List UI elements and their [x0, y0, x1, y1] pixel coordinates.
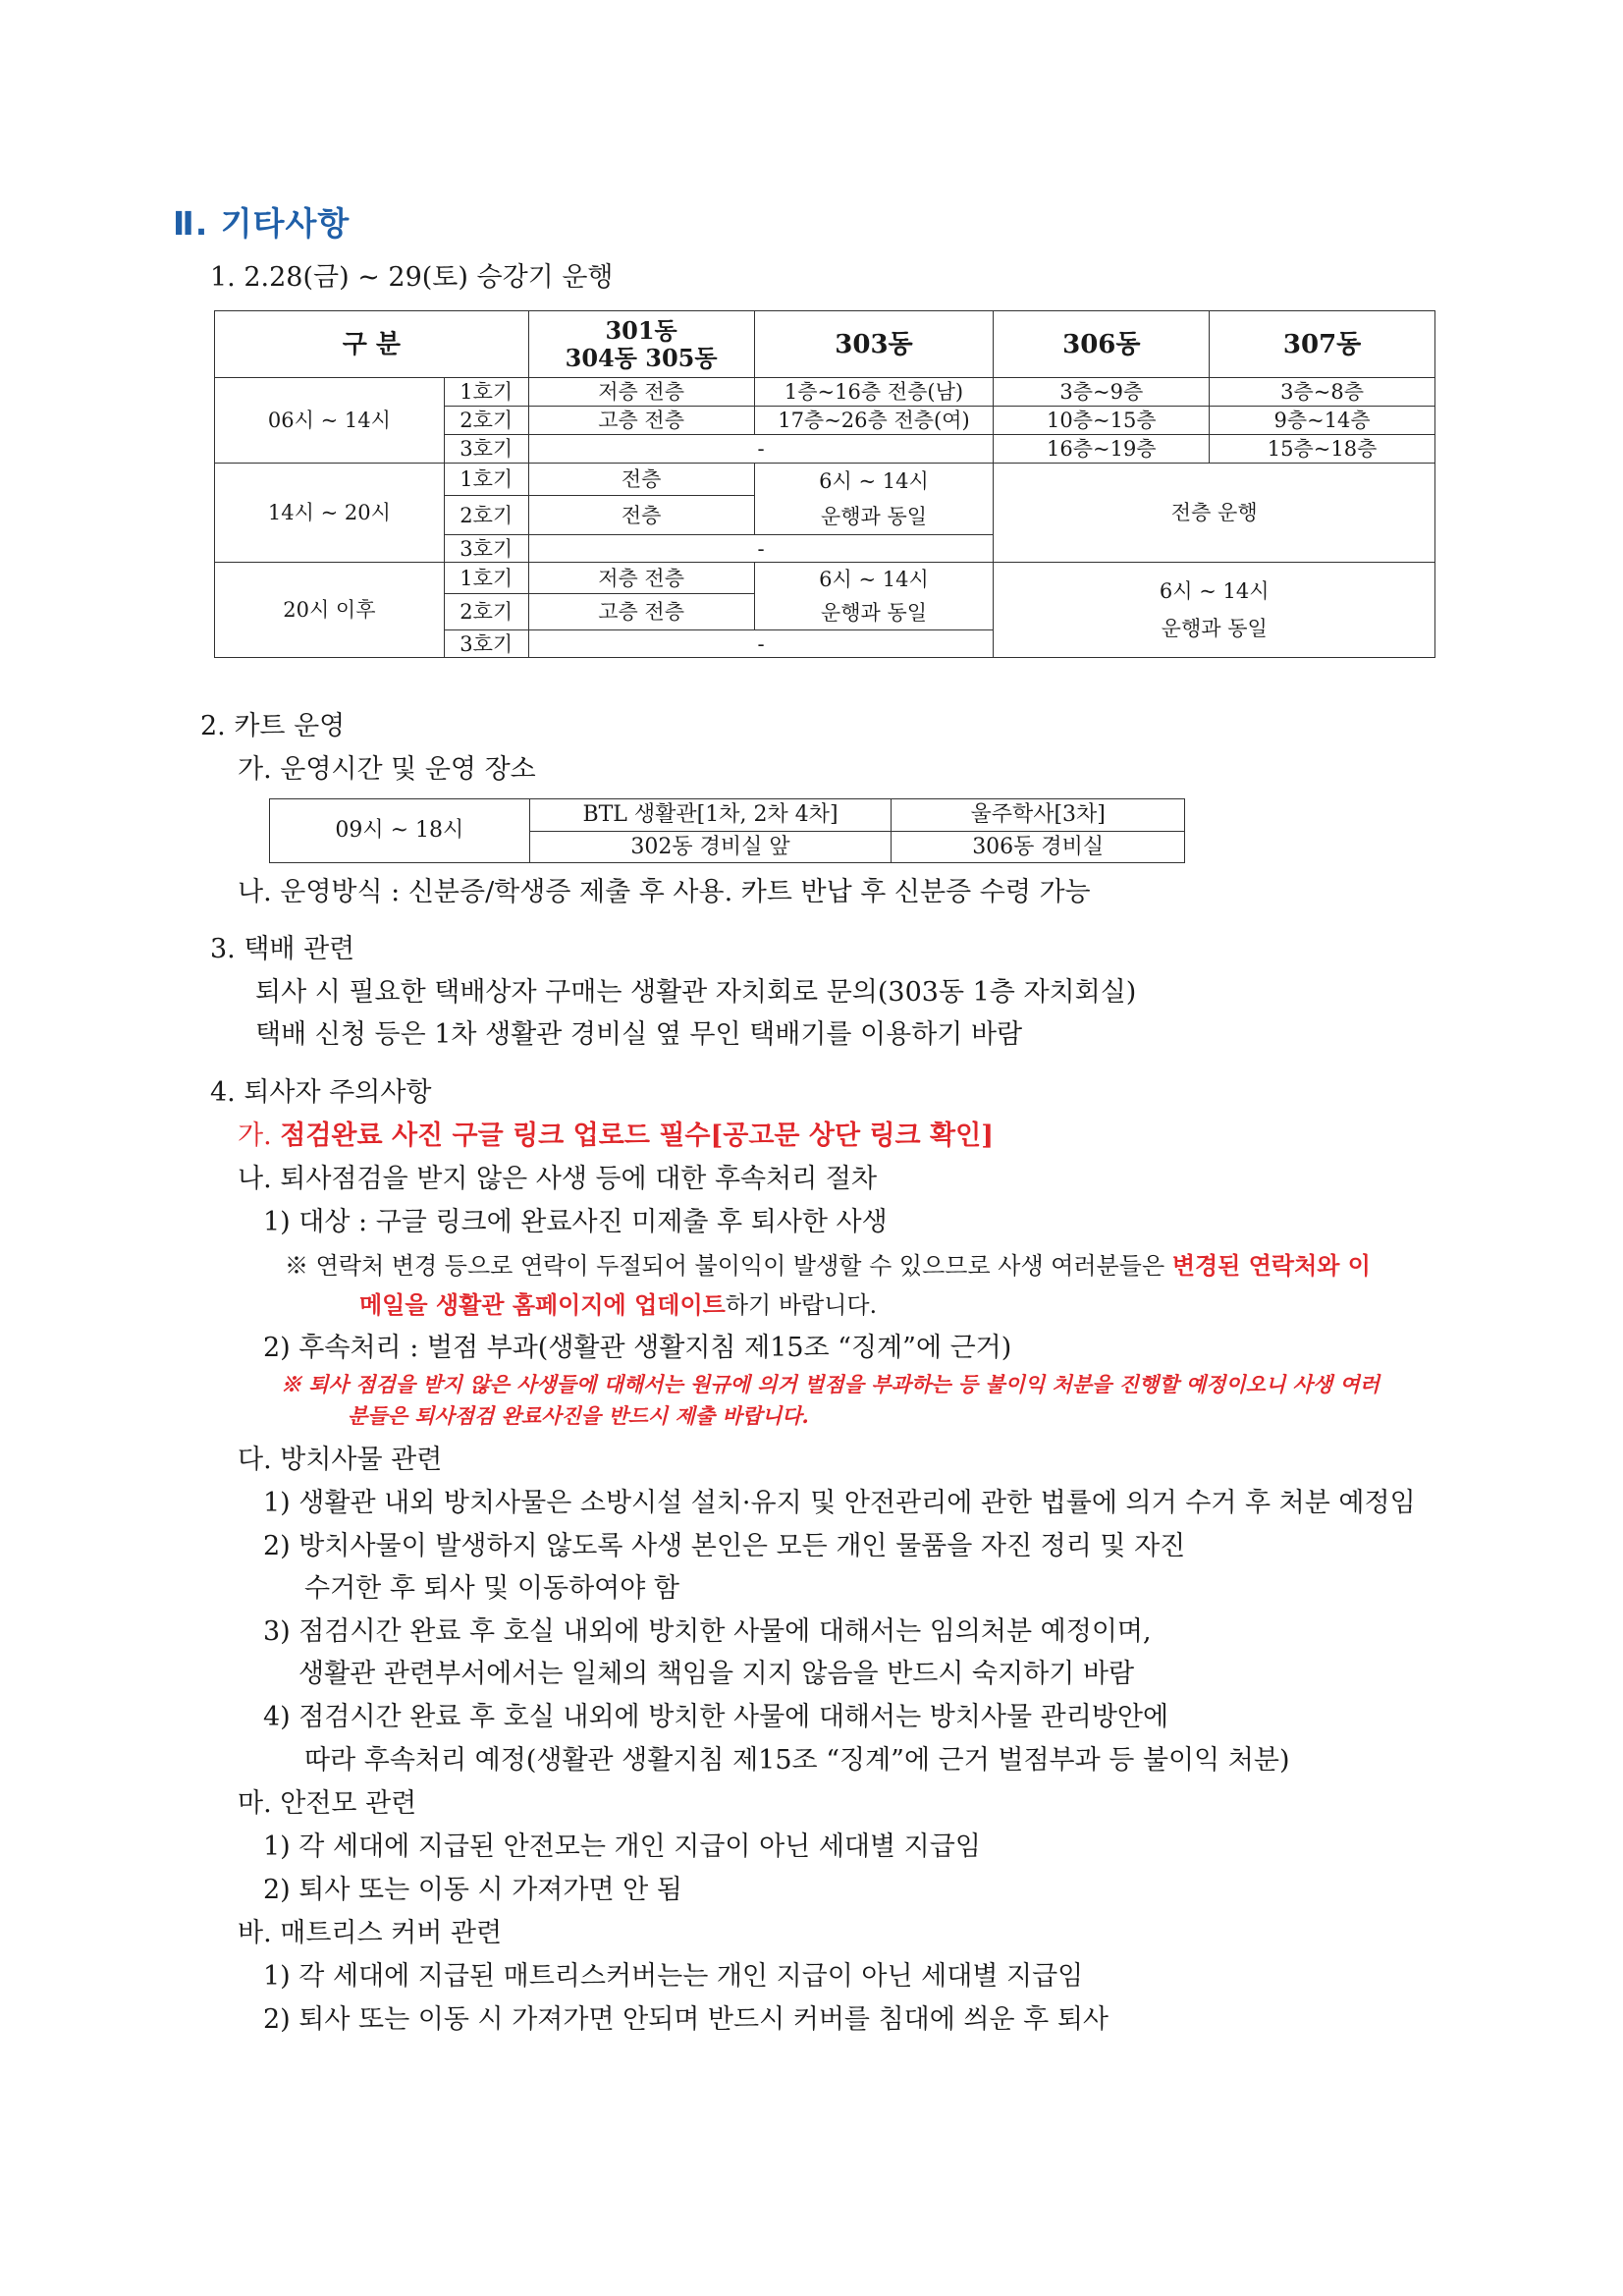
cell: 17층~26층 전층(여): [754, 407, 994, 435]
item2-sub-b: 나. 운영방식 : 신분증/학생증 제출 후 사용. 카트 반납 후 신분증 수령 가능: [238, 877, 1091, 907]
cell-line: 운행과 동일: [1161, 617, 1268, 640]
note-highlight: 메일을 생활관 홈페이지에 업데이트: [359, 1290, 726, 1319]
item4-e2: 2) 퇴사 또는 이동 시 가져가면 안되며 반드시 커버를 침대에 씌운 후 퇴사: [263, 2004, 1109, 2035]
item2-sub-a: 가. 운영시간 및 운영 장소: [238, 754, 536, 785]
time-slot-1: 06시 ~ 14시: [215, 378, 445, 464]
cart-table: [269, 798, 1185, 863]
car-label: 2호기: [444, 496, 528, 535]
item4-d: 마. 안전모 관련: [238, 1788, 417, 1819]
cell-line: 6시 ~ 14시: [1159, 579, 1270, 603]
item4-d2: 2) 퇴사 또는 이동 시 가져가면 안 됨: [263, 1875, 682, 1905]
cell-line: 운행과 동일: [820, 601, 928, 625]
cell: 고층 전층: [528, 594, 754, 630]
cart-time: 09시 ~ 18시: [270, 799, 530, 863]
cell-306-307-all: 전층 운행: [994, 464, 1435, 563]
item1-heading: 1. 2.28(금) ~ 29(토) 승강기 운행: [210, 262, 614, 293]
car-label: 1호기: [444, 563, 528, 594]
header-category: 구 분: [215, 311, 529, 378]
item4-b1: 1) 대상 : 구글 링크에 완료사진 미제출 후 퇴사한 사생: [263, 1207, 888, 1237]
header-301: 301동: [605, 315, 677, 345]
item4-e: 바. 매트리스 커버 관련: [238, 1918, 503, 1948]
cell: 고층 전층: [528, 407, 754, 435]
item4-c3-line1: 3) 점검시간 완료 후 호실 내외에 방치한 사물에 대해서는 임의처분 예정이며,: [263, 1616, 1152, 1647]
item4-c4-line2: 따라 후속처리 예정(생활관 생활지침 제15조 “징계”에 근거 벌점부과 등 불이익 처분): [304, 1745, 1290, 1776]
cell: 16층~19층: [994, 435, 1210, 464]
cell-dash: -: [528, 535, 994, 563]
item4-d1: 1) 각 세대에 지급된 안전모는 개인 지급이 아닌 세대별 지급임: [263, 1831, 981, 1862]
elevator-table: [214, 310, 1435, 658]
item3-heading: 3. 택배 관련: [210, 934, 355, 964]
cart-place2-loc: 306동 경비실: [892, 832, 1185, 863]
item4-c1: 1) 생활관 내외 방치사물은 소방시설 설치·유지 및 안전관리에 관한 법률에 의거 수거 후 처분 예정임: [263, 1488, 1416, 1518]
note-text: 하기 바랍니다.: [725, 1291, 878, 1319]
cell: 저층 전층: [528, 378, 754, 407]
cell-dash: -: [528, 435, 994, 464]
car-label: 1호기: [444, 378, 528, 407]
cell: 전층: [528, 464, 754, 496]
cell: 10층~15층: [994, 407, 1210, 435]
item4-b2-note-line2: 분들은 퇴사점검 완료사진을 반드시 제출 바랍니다.: [348, 1403, 809, 1428]
item4-a-text: 점검완료 사진 구글 링크 업로드 필수[공고문 상단 링크 확인]: [280, 1121, 994, 1151]
note-text: ※ 연락처 변경 등으로 연락이 두절되어 불이익이 발생할 수 있으므로 사생 여러분들은: [285, 1252, 1172, 1280]
cell: 9층~14층: [1210, 407, 1435, 435]
cart-place1-name: BTL 생활관[1차, 2차 4차]: [529, 799, 892, 832]
time-slot-3: 20시 이후: [215, 563, 445, 658]
cart-place1-loc: 302동 경비실 앞: [529, 832, 892, 863]
item4-b: 나. 퇴사점검을 받지 않은 사생 등에 대한 후속처리 절차: [238, 1164, 878, 1194]
car-label: 3호기: [444, 435, 528, 464]
item4-e1: 1) 각 세대에 지급된 매트리스커버는는 개인 지급이 아닌 세대별 지급임: [263, 1961, 1084, 1992]
cell: 저층 전층: [528, 563, 754, 594]
time-slot-2: 14시 ~ 20시: [215, 464, 445, 563]
item3-line1: 퇴사 시 필요한 택배상자 구매는 생활관 자치회로 문의(303동 1층 자치회실): [255, 977, 1137, 1008]
car-label: 3호기: [444, 535, 528, 563]
note-highlight: 변경된 연락처와 이: [1171, 1251, 1371, 1280]
cell-303-same: [754, 464, 994, 535]
cell: 1층~16층 전층(남): [754, 378, 994, 407]
cell-306-307-same: [994, 563, 1435, 658]
item4-a: [238, 1120, 994, 1153]
cell-line: 6시 ~ 14시: [819, 568, 929, 591]
cell: 15층~18층: [1210, 435, 1435, 464]
cell: 전층: [528, 496, 754, 535]
header-301-304-305: [528, 311, 754, 378]
cell-dash: -: [528, 630, 994, 658]
item4-c4-line1: 4) 점검시간 완료 후 호실 내외에 방치한 사물에 대해서는 방치사물 관리방안에: [263, 1702, 1169, 1732]
item4-heading: 4. 퇴사자 주의사항: [210, 1077, 432, 1108]
header-303: 303동: [754, 311, 994, 378]
item3-line2: 택배 신청 등은 1차 생활관 경비실 옆 무인 택배기를 이용하기 바람: [255, 1019, 1023, 1050]
header-304-305: 304동 305동: [565, 343, 718, 372]
item4-c: 다. 방치사물 관련: [238, 1445, 443, 1475]
car-label: 1호기: [444, 464, 528, 496]
item4-b1-note-line2: [359, 1288, 877, 1322]
header-307: 307동: [1210, 311, 1435, 378]
cart-place2-name: 울주학사[3차]: [892, 799, 1185, 832]
section-title: Ⅱ. 기타사항: [173, 204, 351, 243]
item4-c2-line1: 2) 방치사물이 발생하지 않도록 사생 본인은 모든 개인 물품을 자진 정리 및 자진: [263, 1531, 1186, 1561]
item4-a-prefix: 가.: [238, 1121, 281, 1151]
item4-c3-line2: 생활관 관련부서에서는 일체의 책임을 지지 않음을 반드시 숙지하기 바람: [298, 1659, 1135, 1689]
header-306: 306동: [994, 311, 1210, 378]
car-label: 3호기: [444, 630, 528, 658]
car-label: 2호기: [444, 407, 528, 435]
item4-c2-line2: 수거한 후 퇴사 및 이동하여야 함: [304, 1573, 679, 1604]
item2-heading: 2. 카트 운영: [200, 711, 346, 741]
item4-b2: 2) 후속처리 : 벌점 부과(생활관 생활지침 제15조 “징계”에 근거): [263, 1333, 1012, 1363]
cell-303-same: [754, 563, 994, 630]
cell: 3층~9층: [994, 378, 1210, 407]
car-label: 2호기: [444, 594, 528, 630]
item4-b2-note-line1: ※ 퇴사 점검을 받지 않은 사생들에 대해서는 원규에 의거 벌점을 부과하는 등 불이익 처분을 진행할 예정이오니 사생 여러: [281, 1372, 1380, 1396]
cell: 3층~8층: [1210, 378, 1435, 407]
cell-line: 운행과 동일: [820, 505, 928, 528]
cell-line: 6시 ~ 14시: [819, 469, 929, 493]
item4-b1-note-line1: [285, 1249, 1371, 1283]
